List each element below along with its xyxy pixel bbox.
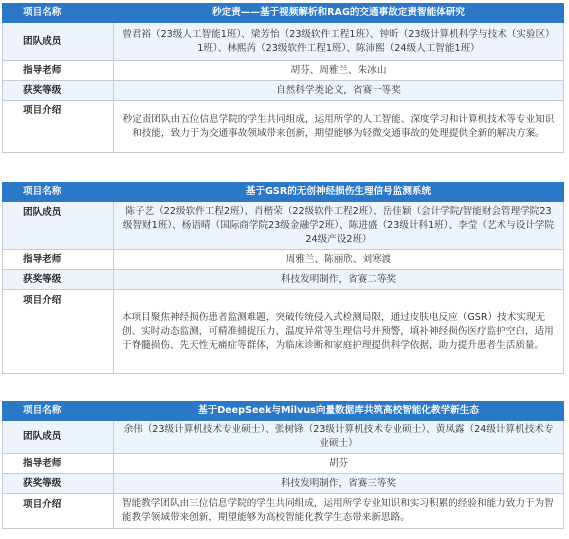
- intro-row: [3, 494, 564, 529]
- award-label: 获奖等级: [3, 270, 114, 290]
- advisor-label: 指导老师: [3, 454, 114, 474]
- team-members: 曾君裕（23级人工智能1班）、梁芳怡（23级软件工程1班）、钟昕（23级计算机科学与技术（实验区）1班）、林熙芮（23级软件工程1班）、陈沛熙（24级人工智能1班）: [114, 23, 564, 61]
- advisor-names: 周雅兰、陈丽欣、刘寒渡: [114, 250, 564, 270]
- award-row: [3, 474, 564, 494]
- team-members: 陈子艺（22级软件工程2班）、肖楷荣（22级软件工程2班）、岳佳颖（会计学院/智能财会管理学院23级智财1班）、杨语晴（国际商学院23级金融学2班）、陈进盛（23级计科1班）、李莹（艺术与设计学院24级产设2班）: [114, 202, 564, 250]
- project-label: 项目名称: [3, 402, 114, 421]
- project-label: 项目名称: [3, 183, 114, 202]
- intro-label: 项目介绍: [3, 494, 114, 529]
- team-label: 团队成员: [3, 421, 114, 454]
- team-row: [3, 421, 564, 454]
- project-table-1: [2, 3, 564, 153]
- project-name: 秒定责——基于视频解析和RAG的交通事故定责智能体研究: [114, 4, 564, 23]
- team-label: 团队成员: [3, 202, 114, 250]
- intro-label: 项目介绍: [3, 101, 114, 153]
- award-row: [3, 270, 564, 290]
- project-header-row: [3, 402, 564, 421]
- advisor-row: [3, 454, 564, 474]
- award-level: 自然科学类论文，省赛一等奖: [114, 81, 564, 101]
- team-members: 余伟（23级计算机技术专业硕士）、张树锋（23级计算机技术专业硕士）、黄凤露（24级计算机技术专业硕士）: [114, 421, 564, 454]
- advisor-row: [3, 250, 564, 270]
- advisor-label: 指导老师: [3, 61, 114, 81]
- project-label: 项目名称: [3, 4, 114, 23]
- advisor-names: 胡芬: [114, 454, 564, 474]
- intro-label: 项目介绍: [3, 290, 114, 374]
- intro-text: 秒定责团队由五位信息学院的学生共同组成，运用所学的人工智能、深度学习和计算机技术等专业知识和技能，致力于为交通事故领域带来创新，期望能够为轻微交通事故的处理提供全新的解决方案。: [114, 101, 564, 153]
- team-label: 团队成员: [3, 23, 114, 61]
- team-row: [3, 23, 564, 61]
- intro-row: [3, 101, 564, 153]
- project-table-2: [2, 182, 564, 374]
- team-row: [3, 202, 564, 250]
- advisor-label: 指导老师: [3, 250, 114, 270]
- award-level: 科技发明制作，省赛二等奖: [114, 270, 564, 290]
- project-header-row: [3, 4, 564, 23]
- project-name: 基于DeepSeek与Milvus向量数据库共筑高校智能化教学新生态: [114, 402, 564, 421]
- advisor-names: 胡芬、周雅兰、朱冰山: [114, 61, 564, 81]
- intro-text: 本项目聚焦神经损伤患者监测难题，突破传统侵入式检测局限，通过皮肤电反应（GSR）技术实现无创、实时动态监测，可精准捕捉压力、温度异常等生理信号并预警，填补神经损伤医疗监护空白，适用于脊髓损伤、先天性无痛症等群体，为临床诊断和家庭护理提供科学依据，助力提升患者生活质量。: [114, 290, 564, 374]
- advisor-row: [3, 61, 564, 81]
- project-header-row: [3, 183, 564, 202]
- project-name: 基于GSR的无创神经损伤生理信号监测系统: [114, 183, 564, 202]
- intro-row: [3, 290, 564, 374]
- award-row: [3, 81, 564, 101]
- award-label: 获奖等级: [3, 474, 114, 494]
- intro-text: 智能教学团队由三位信息学院的学生共同组成，运用所学专业知识和实习积累的经验和能力致力于为智能教学领域带来创新，期望能够为高校智能化教学生态带来新思路。: [114, 494, 564, 529]
- award-level: 科技发明制作，省赛三等奖: [114, 474, 564, 494]
- award-label: 获奖等级: [3, 81, 114, 101]
- project-table-3: [2, 401, 564, 529]
